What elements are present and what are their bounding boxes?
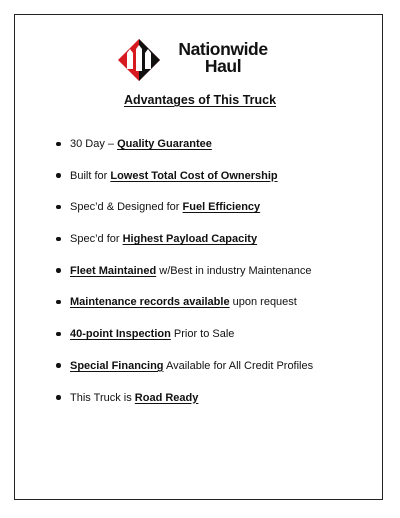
nationwide-haul-logo xyxy=(117,38,285,82)
logo-line-1: Nationwide xyxy=(178,39,268,59)
item-highlight: Fuel Efficiency xyxy=(182,201,261,214)
item-text: Spec’d for xyxy=(70,233,123,246)
bullet-dot-icon xyxy=(56,332,61,337)
item-highlight: 40-point Inspection xyxy=(70,328,171,341)
item-text: upon request xyxy=(229,296,297,309)
item-text: Built for xyxy=(70,169,111,182)
advantages-list xyxy=(56,137,313,422)
bullet-dot-icon xyxy=(56,205,61,210)
item-highlight: Quality Guarantee xyxy=(117,138,212,150)
list-item xyxy=(56,359,313,391)
list-item xyxy=(56,391,313,423)
logo-line-2: Haul xyxy=(204,56,242,76)
bullet-dot-icon xyxy=(56,363,61,368)
item-text: Prior to Sale xyxy=(170,328,235,341)
item-highlight: Road Ready xyxy=(134,391,199,404)
item-text: 30 Day – xyxy=(70,138,118,150)
list-item xyxy=(56,264,313,296)
list-item xyxy=(56,295,313,327)
item-highlight: Lowest Total Cost of Ownership xyxy=(110,169,278,182)
item-text: Spec’d & Designed for xyxy=(70,201,183,214)
bullet-dot-icon xyxy=(56,395,61,400)
item-highlight: Highest Payload Capacity xyxy=(122,233,258,246)
list-item xyxy=(56,232,313,264)
bullet-dot-icon xyxy=(56,300,61,305)
item-text: This Truck is xyxy=(70,391,135,404)
item-text: w/Best in industry Maintenance xyxy=(156,264,312,277)
item-highlight: Fleet Maintained xyxy=(70,264,157,277)
diamond-arrows-icon xyxy=(117,38,161,82)
page-title: Advantages of This Truck xyxy=(123,93,277,107)
item-text: Available for All Credit Profiles xyxy=(163,359,314,372)
list-item xyxy=(56,200,313,232)
list-item xyxy=(56,327,313,359)
item-highlight: Maintenance records available xyxy=(70,296,230,309)
list-item xyxy=(56,169,313,201)
list-item xyxy=(56,137,313,169)
bullet-dot-icon xyxy=(56,142,61,147)
bullet-dot-icon xyxy=(56,237,61,242)
bullet-dot-icon xyxy=(56,173,61,178)
logo-wordmark xyxy=(161,41,285,75)
item-highlight: Special Financing xyxy=(70,359,164,372)
bullet-dot-icon xyxy=(56,268,61,273)
